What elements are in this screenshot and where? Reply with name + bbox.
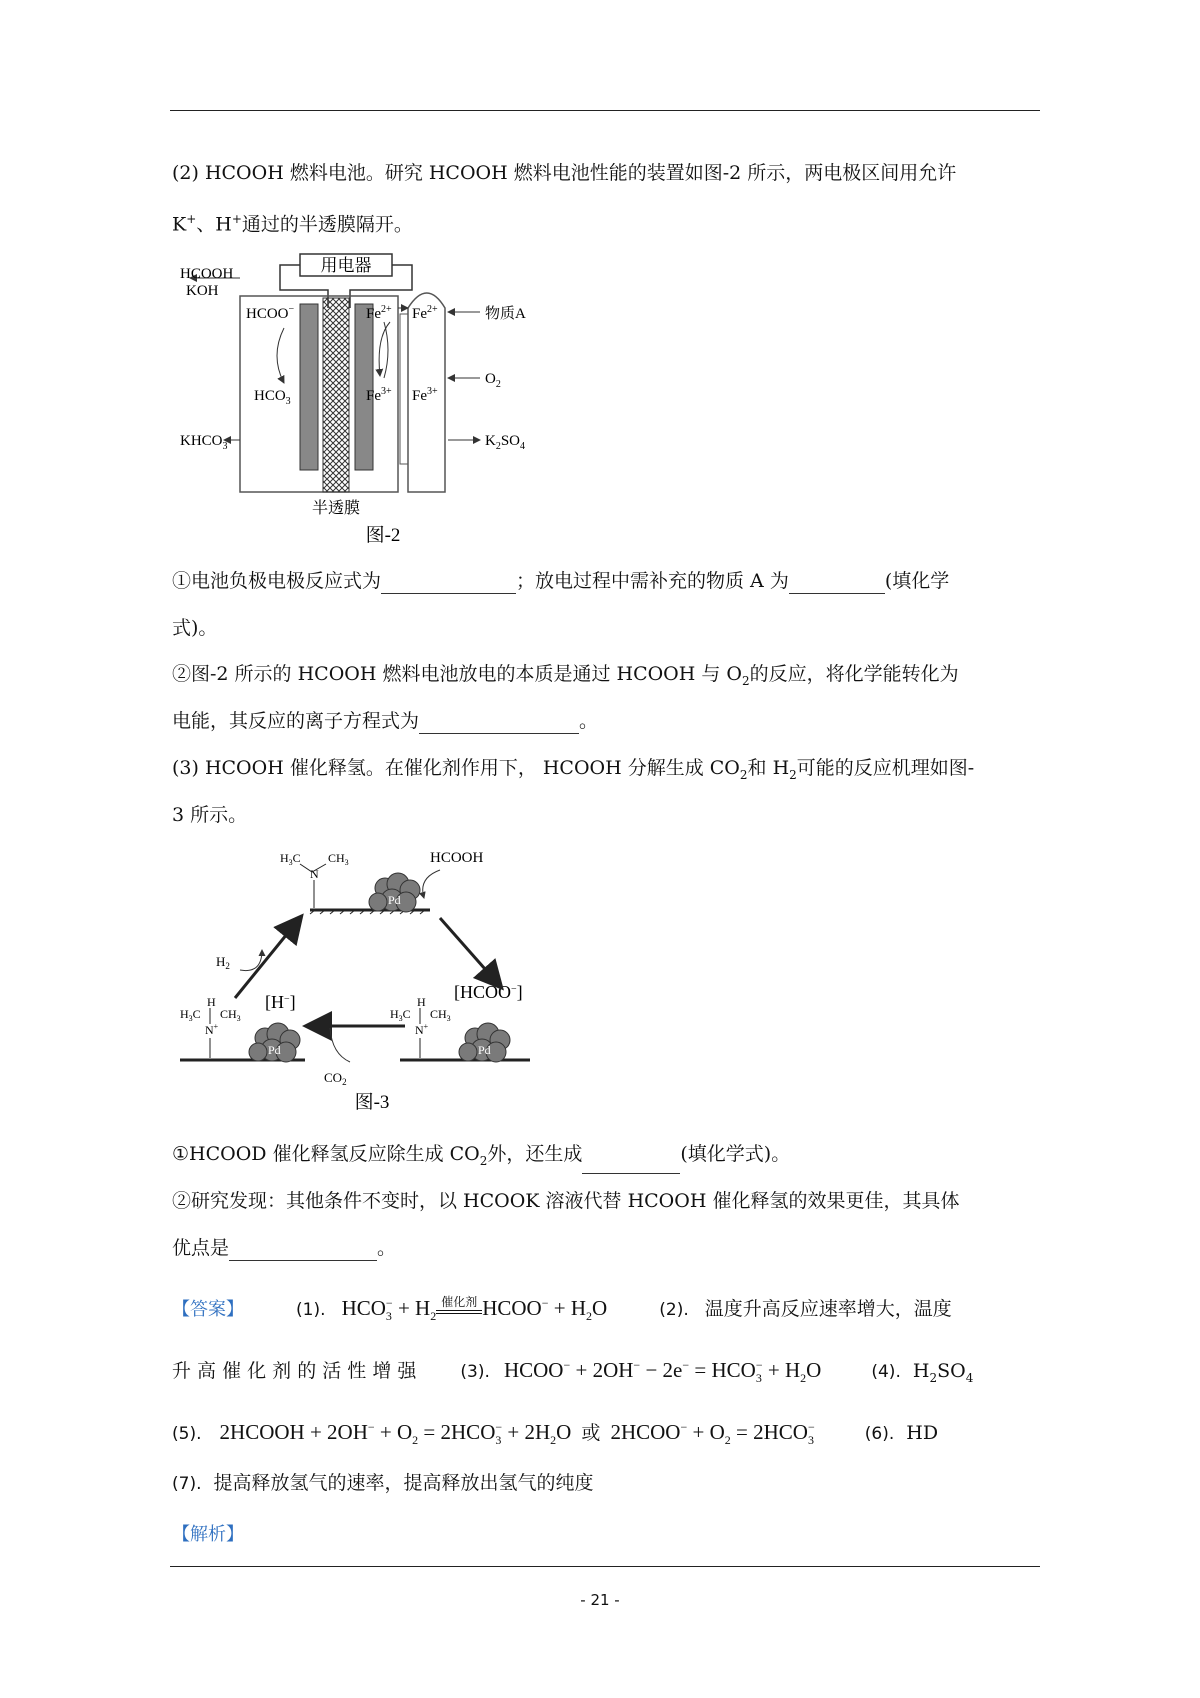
answer-3-number: (3). bbox=[460, 1362, 490, 1382]
question-1-line2 bbox=[172, 615, 217, 641]
answer-2-number: (2). bbox=[659, 1300, 689, 1320]
part3-text-a: (3) HCOOH 催化释氢。在催化剂作用下， HCOOH 分解生成 CO bbox=[172, 757, 740, 779]
device-label: 用电器 bbox=[320, 256, 372, 275]
top-ch3: $CH_3$ bbox=[328, 851, 349, 867]
arrow-top-to-right bbox=[440, 918, 500, 986]
answer-5-equation-alt: 2HCOO− + $O_2 = 2HCO_3^-$ bbox=[610, 1420, 815, 1448]
q3-text-a: ①HCOOD 催化释氢反应除生成 CO bbox=[172, 1143, 480, 1165]
cathode bbox=[355, 304, 373, 470]
pd-label-left: Pd bbox=[268, 1043, 281, 1057]
q1-text-d: 式)。 bbox=[172, 617, 218, 639]
o2-label: $O_2$ bbox=[485, 371, 501, 390]
analysis-line bbox=[172, 1521, 244, 1548]
q2-sub: 2 bbox=[741, 673, 750, 688]
left-h3c: $H_3C$ bbox=[180, 1007, 201, 1023]
analysis-key: 【解析】 bbox=[172, 1524, 244, 1545]
q1-text-c: (填化学 bbox=[884, 570, 950, 592]
answer-5-equation: 2HCOOH + $2OH^- + O_2 = 2HCO_3^- + 2H_2O$ bbox=[219, 1420, 572, 1448]
answer-line4 bbox=[172, 1470, 594, 1497]
answer-4-formula: $H_2SO_4$ bbox=[912, 1360, 974, 1385]
part2-tail: 通过的半透膜隔开。 bbox=[241, 213, 413, 236]
fe2-left-label: $Fe^{2+}$ bbox=[366, 304, 392, 322]
part2-line2 bbox=[172, 206, 413, 237]
top-h3c: $H_3C$ bbox=[280, 851, 301, 867]
left-ch3: $CH_3$ bbox=[220, 1007, 241, 1023]
right-n: N+ bbox=[415, 1022, 429, 1037]
catalyst-label: 催化剂 bbox=[441, 1294, 478, 1309]
part3-line1 bbox=[172, 755, 974, 788]
ion-hco3-label: $HCO_3$ bbox=[254, 388, 291, 407]
answer-7-number: (7). bbox=[172, 1474, 202, 1494]
q2-text-d: 。 bbox=[579, 710, 599, 732]
question-2-line2 bbox=[172, 708, 598, 734]
output-khco3-label: $KHCO_3$ bbox=[180, 433, 228, 452]
answer-2-text-b: 升 高 催 化 剂 的 活 性 增 强 bbox=[172, 1360, 417, 1382]
q4-blank[interactable] bbox=[229, 1240, 377, 1261]
answer-3-equation: HCOO− + $2OH^- - 2e^- = HCO_3^- + H_2O$ bbox=[503, 1358, 822, 1386]
part3-text-c: 可能的反应机理如图- bbox=[796, 757, 975, 779]
q4-text-a: ②研究发现：其他条件不变时，以 HCOOK 溶液代替 HCOOH 催化释氢的效果更佳，其具体 bbox=[172, 1190, 960, 1212]
q1-blank-2[interactable] bbox=[789, 573, 885, 594]
figure-2-caption: 图-2 bbox=[365, 525, 401, 546]
q2-text-c: 电能，其反应的离子方程式为 bbox=[172, 710, 420, 732]
k-ion: K bbox=[172, 213, 187, 236]
part3-text-b: 和 H bbox=[747, 757, 790, 779]
figure-2-diagram bbox=[180, 248, 580, 548]
top-n: N bbox=[310, 867, 319, 881]
q3-text-b: 外，还生成 bbox=[487, 1143, 583, 1165]
arrow-left-to-top bbox=[235, 918, 300, 998]
figure-3-diagram bbox=[180, 848, 600, 1118]
ion-hcoo-label: HCOO− bbox=[246, 304, 295, 322]
answer-5-or: 或 bbox=[581, 1422, 601, 1444]
footer-rule bbox=[170, 1566, 1040, 1567]
input-koh-label: KOH bbox=[186, 283, 219, 299]
answer-line2 bbox=[172, 1352, 973, 1391]
input-hcooh-label: HCOOH bbox=[180, 266, 234, 282]
question-4-line2 bbox=[172, 1235, 396, 1261]
fe3-right-label: $Fe^{3+}$ bbox=[412, 386, 438, 404]
h2-label: $H_2$ bbox=[216, 954, 230, 971]
right-ch3: $CH_3$ bbox=[430, 1007, 451, 1023]
part2-line1 bbox=[172, 160, 956, 186]
left-h-minus: [H−] bbox=[265, 992, 296, 1012]
question-3 bbox=[172, 1141, 790, 1174]
co2-label: $CO_2$ bbox=[324, 1070, 347, 1087]
left-n: N+ bbox=[205, 1022, 219, 1037]
part3-sub2: 2 bbox=[789, 767, 797, 782]
fe2-right-label: $Fe^{2+}$ bbox=[412, 304, 438, 322]
answer-6-number: (6). bbox=[864, 1424, 895, 1444]
anode bbox=[300, 304, 318, 470]
answer-2-text-a: 温度升高反应速率增大，温度 bbox=[704, 1298, 952, 1320]
part3-sub1: 2 bbox=[739, 767, 748, 782]
q1-text-b: ；放电过程中需补充的物质 A 为 bbox=[516, 570, 789, 592]
q1-blank-1[interactable] bbox=[381, 573, 516, 594]
q3-sub: 2 bbox=[479, 1153, 488, 1168]
substance-a-label: 物质A bbox=[485, 306, 526, 322]
header-rule bbox=[170, 110, 1040, 111]
k2so4-label: $K_2SO_4$ bbox=[485, 433, 526, 452]
q2-text-b: 的反应，将化学能转化为 bbox=[749, 663, 959, 685]
question-4-line1 bbox=[172, 1188, 959, 1214]
answer-key: 【答案】 bbox=[172, 1299, 244, 1320]
part2-text: (2) HCOOH 燃料电池。研究 HCOOH 燃料电池性能的装置如图-2 所示，两电极区间用允许 bbox=[172, 162, 957, 184]
answer-5-number: (5). bbox=[172, 1424, 202, 1444]
question-1-line1 bbox=[172, 568, 949, 594]
fe3-left-label: $Fe^{3+}$ bbox=[366, 386, 392, 404]
q3-text-c: (填化学式)。 bbox=[680, 1143, 791, 1165]
part3-text-d: 3 所示。 bbox=[172, 804, 248, 826]
k-charge: + bbox=[186, 212, 197, 226]
q2-blank[interactable] bbox=[419, 713, 579, 734]
answer-line3 bbox=[172, 1414, 938, 1453]
answer-4-number: (4). bbox=[871, 1362, 901, 1382]
right-h: H bbox=[417, 995, 426, 1009]
h-charge: + bbox=[231, 212, 242, 226]
right-h3c: $H_3C$ bbox=[390, 1007, 411, 1023]
membrane-label: 半透膜 bbox=[311, 500, 361, 517]
pd-label-top: Pd bbox=[388, 893, 401, 907]
page-number: - 21 - bbox=[580, 1591, 620, 1609]
answer-1-number: (1). bbox=[296, 1300, 326, 1320]
membrane bbox=[323, 298, 349, 492]
answer-6-text: HD bbox=[906, 1422, 939, 1444]
q3-blank[interactable] bbox=[582, 1153, 680, 1174]
hcooh-label: HCOOH bbox=[430, 850, 484, 866]
left-h: H bbox=[207, 995, 216, 1009]
h-ion: 、H bbox=[196, 213, 232, 236]
question-2-line1 bbox=[172, 661, 959, 694]
right-hcoo-minus: [HCOO−] bbox=[454, 982, 523, 1002]
part3-line2 bbox=[172, 802, 247, 828]
answer-line1 bbox=[172, 1290, 952, 1329]
q2-text-a: ②图-2 所示的 HCOOH 燃料电池放电的本质是通过 HCOOH 与 O bbox=[172, 663, 742, 685]
answer-1-equation: $HCO_3^- + H_2^{催化剂}$ HCOO− + $H_2O$ bbox=[341, 1294, 608, 1324]
figure-3-caption: 图-3 bbox=[354, 1092, 390, 1113]
q1-text-a: ①电池负极电极反应式为 bbox=[172, 570, 382, 592]
pd-label-right: Pd bbox=[478, 1043, 491, 1057]
answer-7-text: 提高释放氢气的速率，提高释放出氢气的纯度 bbox=[213, 1472, 594, 1494]
q4-text-c: 。 bbox=[377, 1237, 397, 1259]
q4-text-b: 优点是 bbox=[172, 1237, 230, 1259]
